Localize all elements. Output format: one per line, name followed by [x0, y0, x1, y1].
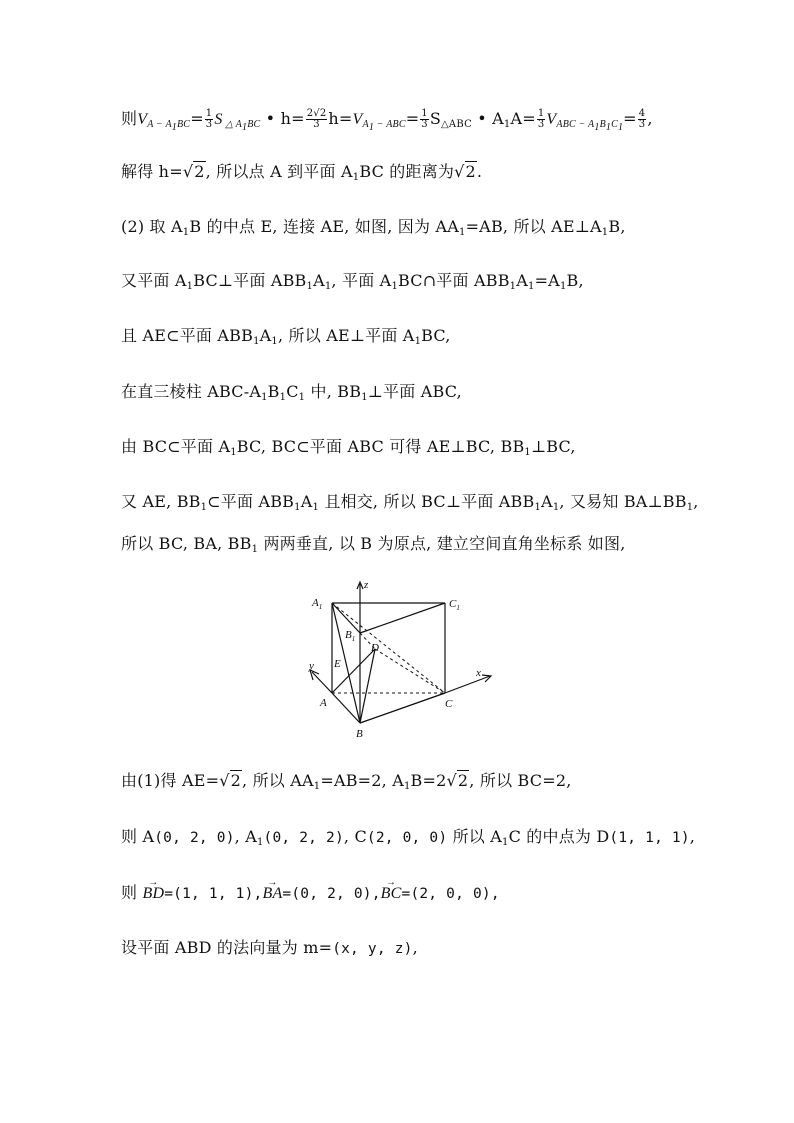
label-y: y [309, 660, 314, 672]
lengths-statement: 由(1)得 AE=√2, 所以 $AA_1=AB=2$, $A_1B=2√2$, 所以 BC=2, [121, 771, 572, 792]
label-b: B [356, 728, 363, 740]
label-a: A [320, 697, 327, 709]
label-c1: $C_1$ [449, 598, 460, 612]
plane-perpendicular: 又平面 $A_1BC\perp$平面 $ABB_1A_1$, 平面 $A_1BC\cap$平面 $ABB_1A_1=A_1B$, [121, 271, 584, 292]
normal-vector-statement: 设平面 ABD 的法向量为 m=(x, y, z), [121, 938, 418, 957]
coordinate-setup: 所以 BC, BA, $BB_1$ 两两垂直, 以 B 为原点, 建立空间直角坐标系 如图, [121, 534, 626, 555]
equation-volume: 则$V_{A - A_1BC}=$ $\frac{1}{3}$ S $_{\triangle A_1BC}$ • h= $\frac{2√2}{3}$ $h=V_{A_1 - ABC}=$ $\frac{1}{3}$ $S_{\triangle ABC}$ • $A_1A=$ $\frac{1}{3}$ $V_{ABC - A_1B_1C_1}=$ $\frac{4}{3}$ , [121, 108, 653, 133]
label-c: C [445, 698, 453, 710]
bc-perpendicular-plane: 又 AE, $BB_1\subset$平面 $ABB_1A_1$ 且相交, 所以 BC⊥平面 $ABB_1A_1$, 又易知 $BA\perp BB_1$, [121, 492, 699, 513]
label-b1: $B_1$ [345, 629, 356, 643]
part2-midpoint: (2) 取 $A_1B$ 的中点 E, 连接 AE, 如图, 因为 $AA_1=AB$, 所以 $AE\perp A_1B$, [121, 217, 626, 238]
bc-statement: 由 BC⊂平面 $A_1BC$, BC⊂平面 ABC 可得 AE⊥BC, $BB_1\perp BC$, [121, 437, 576, 458]
label-a1: $A_1$ [312, 597, 323, 611]
label-x: x [476, 667, 481, 679]
coordinates-statement: 则 A(0, 2, 0), $A_1(0$, 2, 2), C(2, 0, 0) 所以 $A_1C$ 的中点为 D(1, 1, 1), [121, 827, 696, 848]
label-e: E [334, 658, 341, 670]
vectors-statement: 则 → BD=(1, 1, 1),→ BA=(0, 2, 0),→ BC=(2, 0, 0), [121, 882, 500, 905]
label-z: z [364, 579, 369, 591]
distance-result: 解得 h=√2, 所以点 A 到平面 $A_1BC$ 的距离为√2. [121, 162, 483, 183]
prism-statement: 在直三棱柱 ABC-$A_1B_1C_1$ 中, $BB_1\perp$平面 ABC, [121, 382, 462, 403]
prism-figure [300, 576, 500, 746]
ae-perpendicular: 且 AE⊂平面 $ABB_1A_1$, 所以 AE⊥平面 $A_1BC$, [121, 326, 451, 347]
label-d: D [371, 642, 379, 654]
